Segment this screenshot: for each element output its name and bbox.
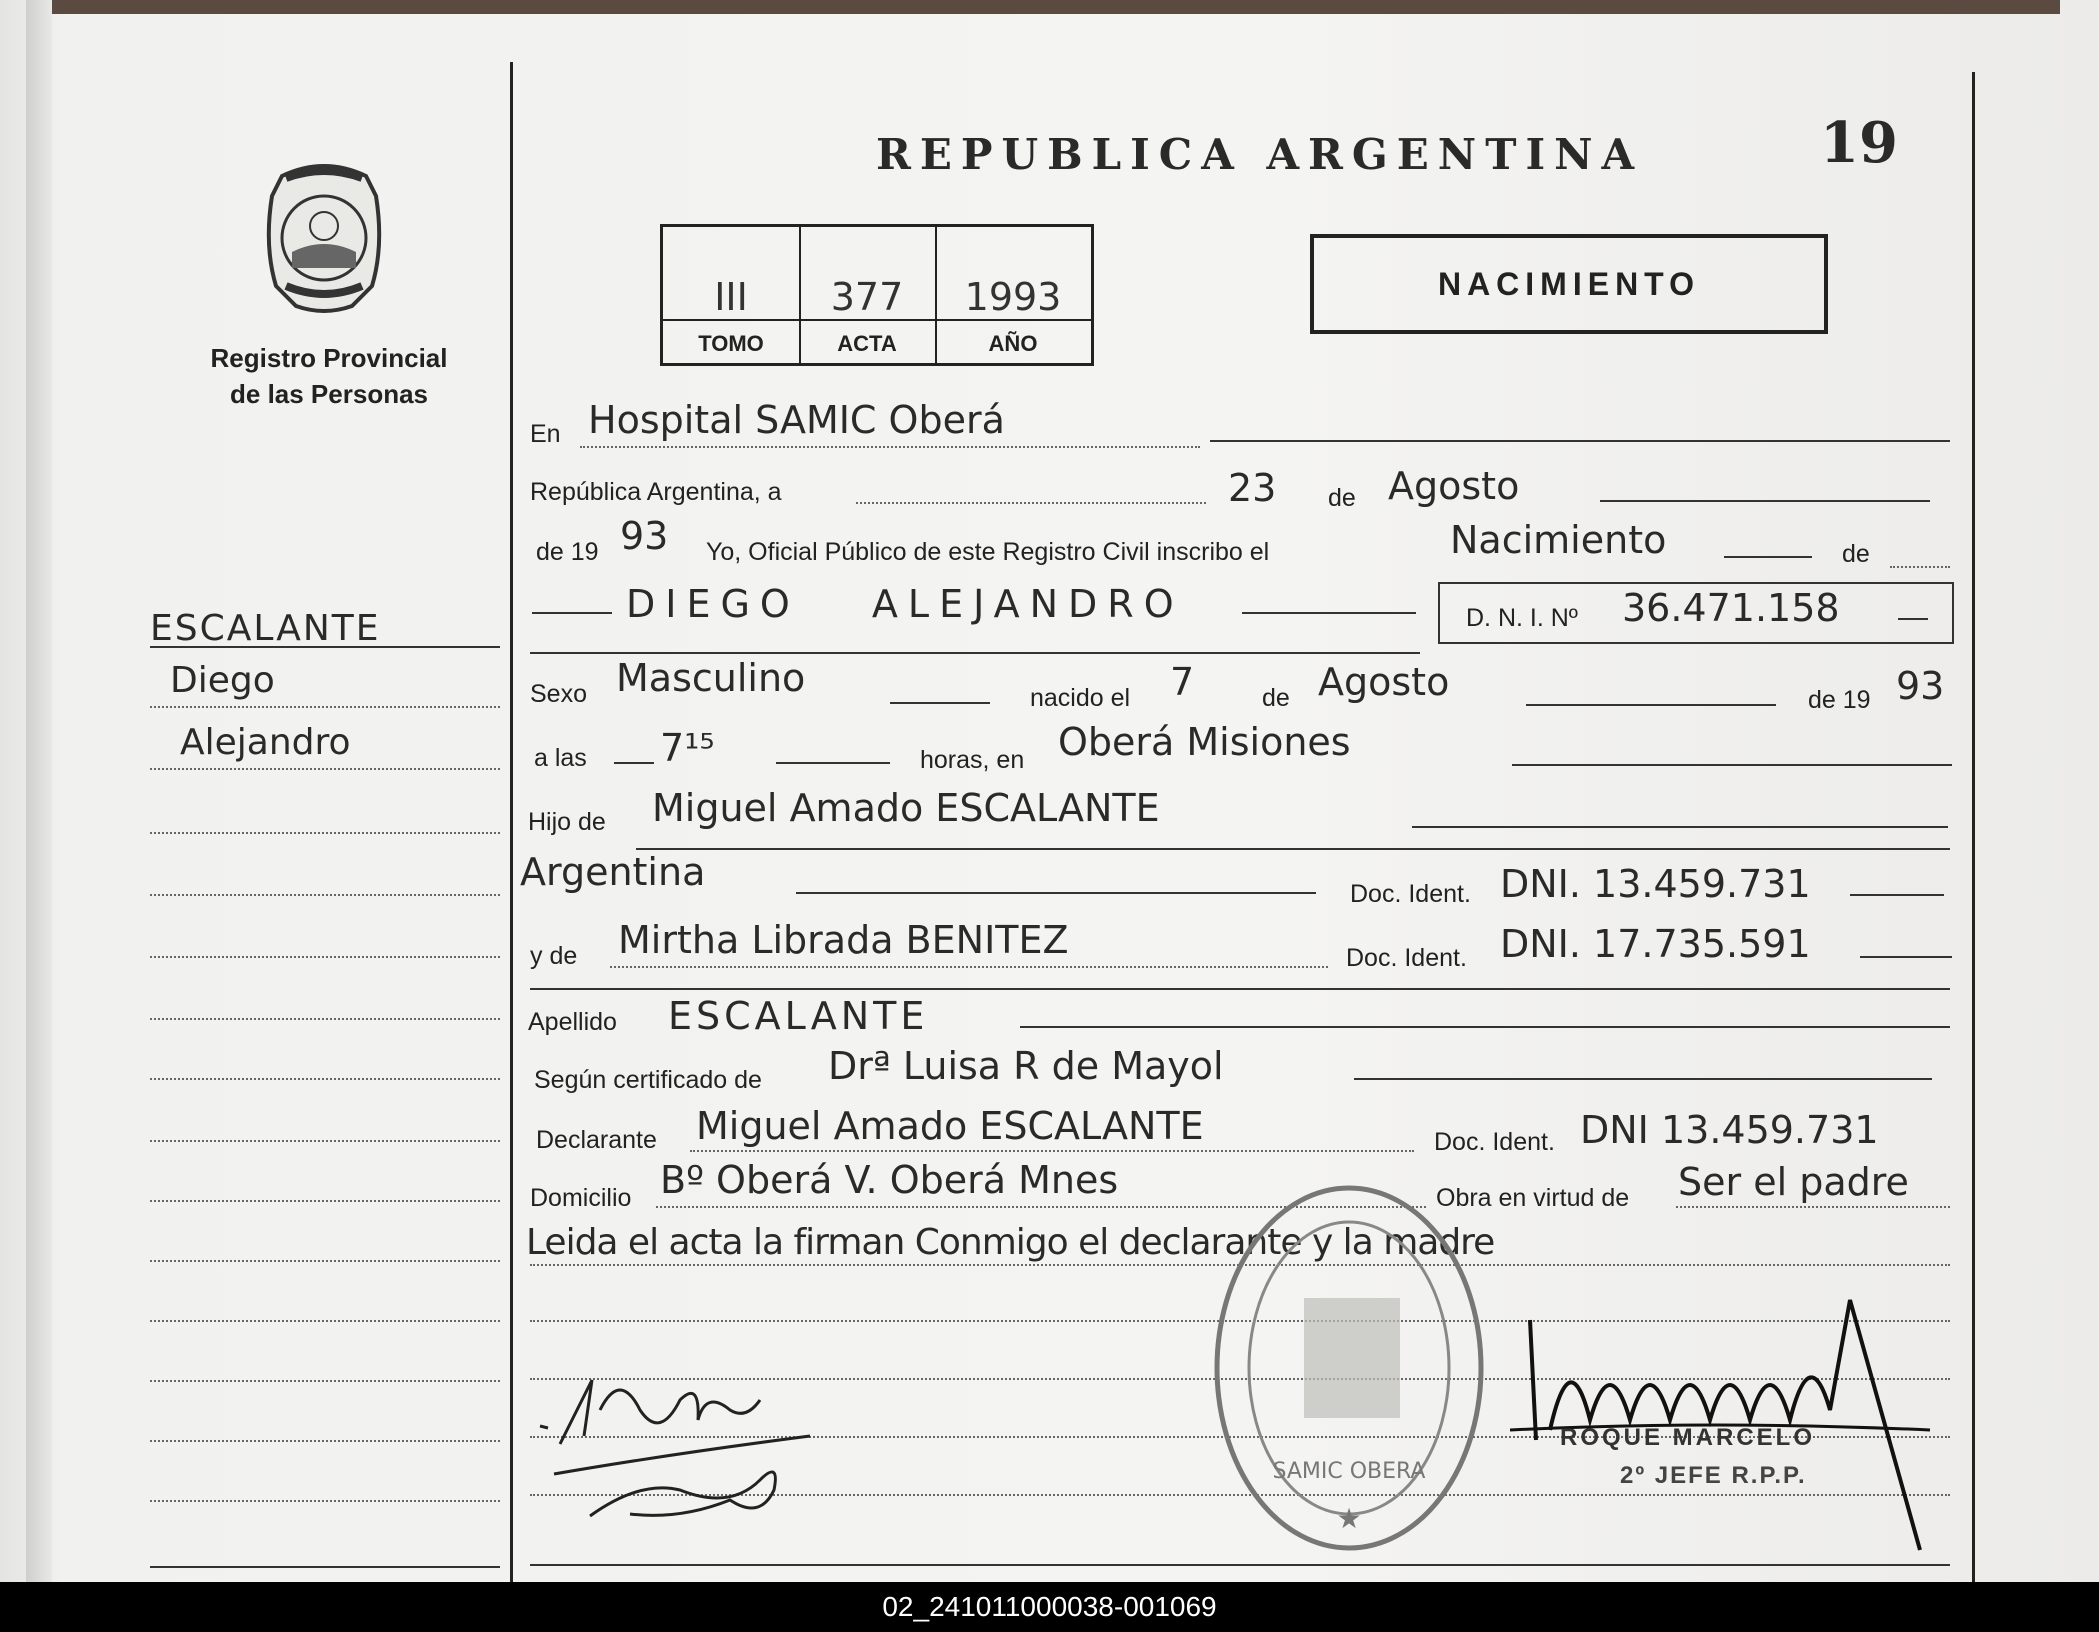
registry-line-2: de las Personas bbox=[230, 379, 428, 409]
registration-year: 93 bbox=[620, 514, 669, 558]
svg-text:★: ★ bbox=[1336, 1503, 1362, 1534]
inscribo-value: Nacimiento bbox=[1450, 518, 1667, 562]
father-underline bbox=[636, 848, 1950, 850]
name-underline bbox=[530, 652, 1420, 654]
de-label-2: de bbox=[1842, 540, 1870, 568]
republica-label: República Argentina, a bbox=[530, 478, 782, 506]
declarante-doc-label: Doc. Ident. bbox=[1434, 1128, 1555, 1156]
declarant-signature bbox=[530, 1370, 820, 1530]
segun-label: Según certificado de bbox=[534, 1066, 762, 1094]
mother-doc-line bbox=[1860, 956, 1952, 958]
margin-line bbox=[150, 956, 500, 958]
margin-rule bbox=[150, 1566, 500, 1568]
document-type-box: NACIMIENTO bbox=[1310, 234, 1828, 334]
acta-label: ACTA bbox=[837, 331, 897, 356]
closing-statement: Leida el acta la firman Conmigo el declarante y la madre bbox=[526, 1222, 1495, 1263]
officer-signature bbox=[1510, 1280, 1950, 1560]
domicilio-value: Bº Oberá V. Oberá Mnes bbox=[660, 1158, 1119, 1202]
horas-label: horas, en bbox=[920, 746, 1025, 774]
sexo-line-end bbox=[890, 702, 990, 704]
birth-place: Oberá Misiones bbox=[1058, 720, 1351, 764]
oficial-label: Yo, Oficial Público de este Registro Civil inscribo el bbox=[706, 538, 1270, 566]
right-border bbox=[1972, 72, 1975, 1582]
margin-line bbox=[150, 1380, 500, 1382]
nationality-line bbox=[796, 892, 1316, 894]
officer-title: 2º JEFE R.P.P. bbox=[1620, 1462, 1807, 1489]
margin-line bbox=[150, 1440, 500, 1442]
obra-label: Obra en virtud de bbox=[1436, 1184, 1630, 1212]
registration-month: Agosto bbox=[1388, 464, 1520, 508]
margin-line bbox=[150, 1260, 500, 1262]
de-label: de bbox=[1328, 484, 1356, 512]
mother-doc-value: DNI. 17.735.591 bbox=[1500, 922, 1811, 966]
birth-time: 7¹⁵ bbox=[660, 726, 715, 770]
en-line-end bbox=[1210, 440, 1950, 442]
folio-number: 19 bbox=[1820, 110, 1898, 176]
apellido-line bbox=[1020, 1026, 1950, 1028]
mother-line bbox=[610, 966, 1328, 968]
dni-line-end bbox=[1898, 618, 1928, 620]
margin-line bbox=[150, 1018, 500, 1020]
image-id-footer: 02_241011000038-001069 bbox=[0, 1582, 2099, 1632]
apellido-value: ESCALANTE bbox=[668, 994, 929, 1038]
officer-name: ROQUE MARCELO bbox=[1560, 1424, 1815, 1451]
domicilio-label: Domicilio bbox=[530, 1184, 632, 1212]
page-title: REPUBLICA ARGENTINA bbox=[876, 130, 1644, 179]
official-stamp bbox=[1208, 1178, 1490, 1558]
declarante-name: Miguel Amado ESCALANTE bbox=[696, 1104, 1204, 1148]
bottom-rule bbox=[530, 1564, 1950, 1566]
birthplace-hospital: Hospital SAMIC Oberá bbox=[588, 398, 1005, 442]
father-nationality: Argentina bbox=[520, 850, 706, 894]
certificate-line bbox=[1354, 1078, 1932, 1080]
margin-middle-name: Alejandro bbox=[180, 722, 351, 763]
birth-year: 93 bbox=[1896, 664, 1945, 708]
father-doc-label: Doc. Ident. bbox=[1350, 880, 1471, 908]
registration-day: 23 bbox=[1228, 466, 1277, 510]
margin-line bbox=[150, 832, 500, 834]
margin-line bbox=[150, 1200, 500, 1202]
page-fold bbox=[26, 0, 52, 1582]
date-line bbox=[856, 502, 1206, 504]
certificate-doctor: Drª Luisa R de Mayol bbox=[828, 1044, 1224, 1088]
obra-line bbox=[1676, 1206, 1950, 1208]
margin-surname: ESCALANTE bbox=[150, 608, 381, 649]
margin-line bbox=[150, 1500, 500, 1502]
father-name: Miguel Amado ESCALANTE bbox=[652, 786, 1160, 830]
scan-top-edge bbox=[40, 0, 2060, 14]
a-las-label: a las bbox=[534, 744, 587, 772]
en-label: En bbox=[530, 420, 561, 448]
y-de-label: y de bbox=[530, 942, 578, 970]
record-box bbox=[660, 224, 1094, 366]
mother-underline bbox=[530, 988, 1950, 990]
de-label-3: de bbox=[1262, 684, 1290, 712]
mother-name: Mirtha Librada BENITEZ bbox=[618, 918, 1069, 962]
anio-label: AÑO bbox=[988, 331, 1038, 356]
sexo-value: Masculino bbox=[616, 656, 806, 700]
margin-first-name: Diego bbox=[170, 660, 275, 701]
anio-value: 1993 bbox=[964, 275, 1062, 319]
dni-value: 36.471.158 bbox=[1622, 586, 1840, 630]
registry-name bbox=[170, 340, 488, 412]
hora-line-start bbox=[614, 762, 654, 764]
sexo-label: Sexo bbox=[530, 680, 587, 708]
tomo-value: III bbox=[714, 275, 748, 319]
inscribo-line bbox=[1890, 566, 1950, 568]
inscribo-line-end bbox=[1724, 556, 1812, 558]
de19-label-2: de 19 bbox=[1808, 686, 1871, 714]
acta-cell bbox=[799, 227, 937, 363]
margin-line bbox=[150, 1140, 500, 1142]
hijo-label: Hijo de bbox=[528, 808, 606, 836]
margin-line bbox=[150, 1320, 500, 1322]
apellido-label: Apellido bbox=[528, 1008, 617, 1036]
margin-line bbox=[150, 768, 500, 770]
nacido-label: nacido el bbox=[1030, 684, 1131, 712]
birth-month: Agosto bbox=[1318, 660, 1450, 704]
birth-day: 7 bbox=[1170, 660, 1195, 704]
tomo-label: TOMO bbox=[698, 331, 764, 356]
margin-rule bbox=[150, 646, 500, 648]
tomo-cell bbox=[663, 227, 801, 363]
mother-doc-label: Doc. Ident. bbox=[1346, 944, 1467, 972]
child-full-name: DIEGO ALEJANDRO bbox=[626, 582, 1184, 626]
declarante-doc-value: DNI 13.459.731 bbox=[1580, 1108, 1879, 1152]
de19-label: de 19 bbox=[536, 538, 599, 566]
birth-place-line-end bbox=[1512, 764, 1952, 766]
stamp-text: SAMIC OBERA bbox=[1272, 1459, 1426, 1484]
anio-cell bbox=[935, 227, 1091, 363]
margin-line bbox=[150, 1078, 500, 1080]
declarante-label: Declarante bbox=[536, 1126, 657, 1154]
province-seal-icon bbox=[252, 156, 396, 316]
registry-line-1: Registro Provincial bbox=[210, 343, 448, 373]
month-line-end bbox=[1600, 500, 1930, 502]
father-line-end bbox=[1412, 826, 1948, 828]
father-doc-line bbox=[1850, 894, 1944, 896]
en-line bbox=[580, 446, 1200, 448]
obra-value: Ser el padre bbox=[1678, 1160, 1909, 1204]
father-doc-value: DNI. 13.459.731 bbox=[1500, 862, 1811, 906]
declarante-line bbox=[690, 1150, 1414, 1152]
dni-label: D. N. I. Nº bbox=[1466, 604, 1578, 632]
hora-line-end bbox=[776, 762, 890, 764]
margin-line bbox=[150, 894, 500, 896]
name-line-end bbox=[1242, 612, 1416, 614]
acta-value: 377 bbox=[830, 275, 904, 319]
birth-month-line bbox=[1526, 704, 1776, 706]
column-divider bbox=[510, 62, 513, 1582]
margin-line bbox=[150, 706, 500, 708]
name-line-start bbox=[532, 612, 612, 614]
